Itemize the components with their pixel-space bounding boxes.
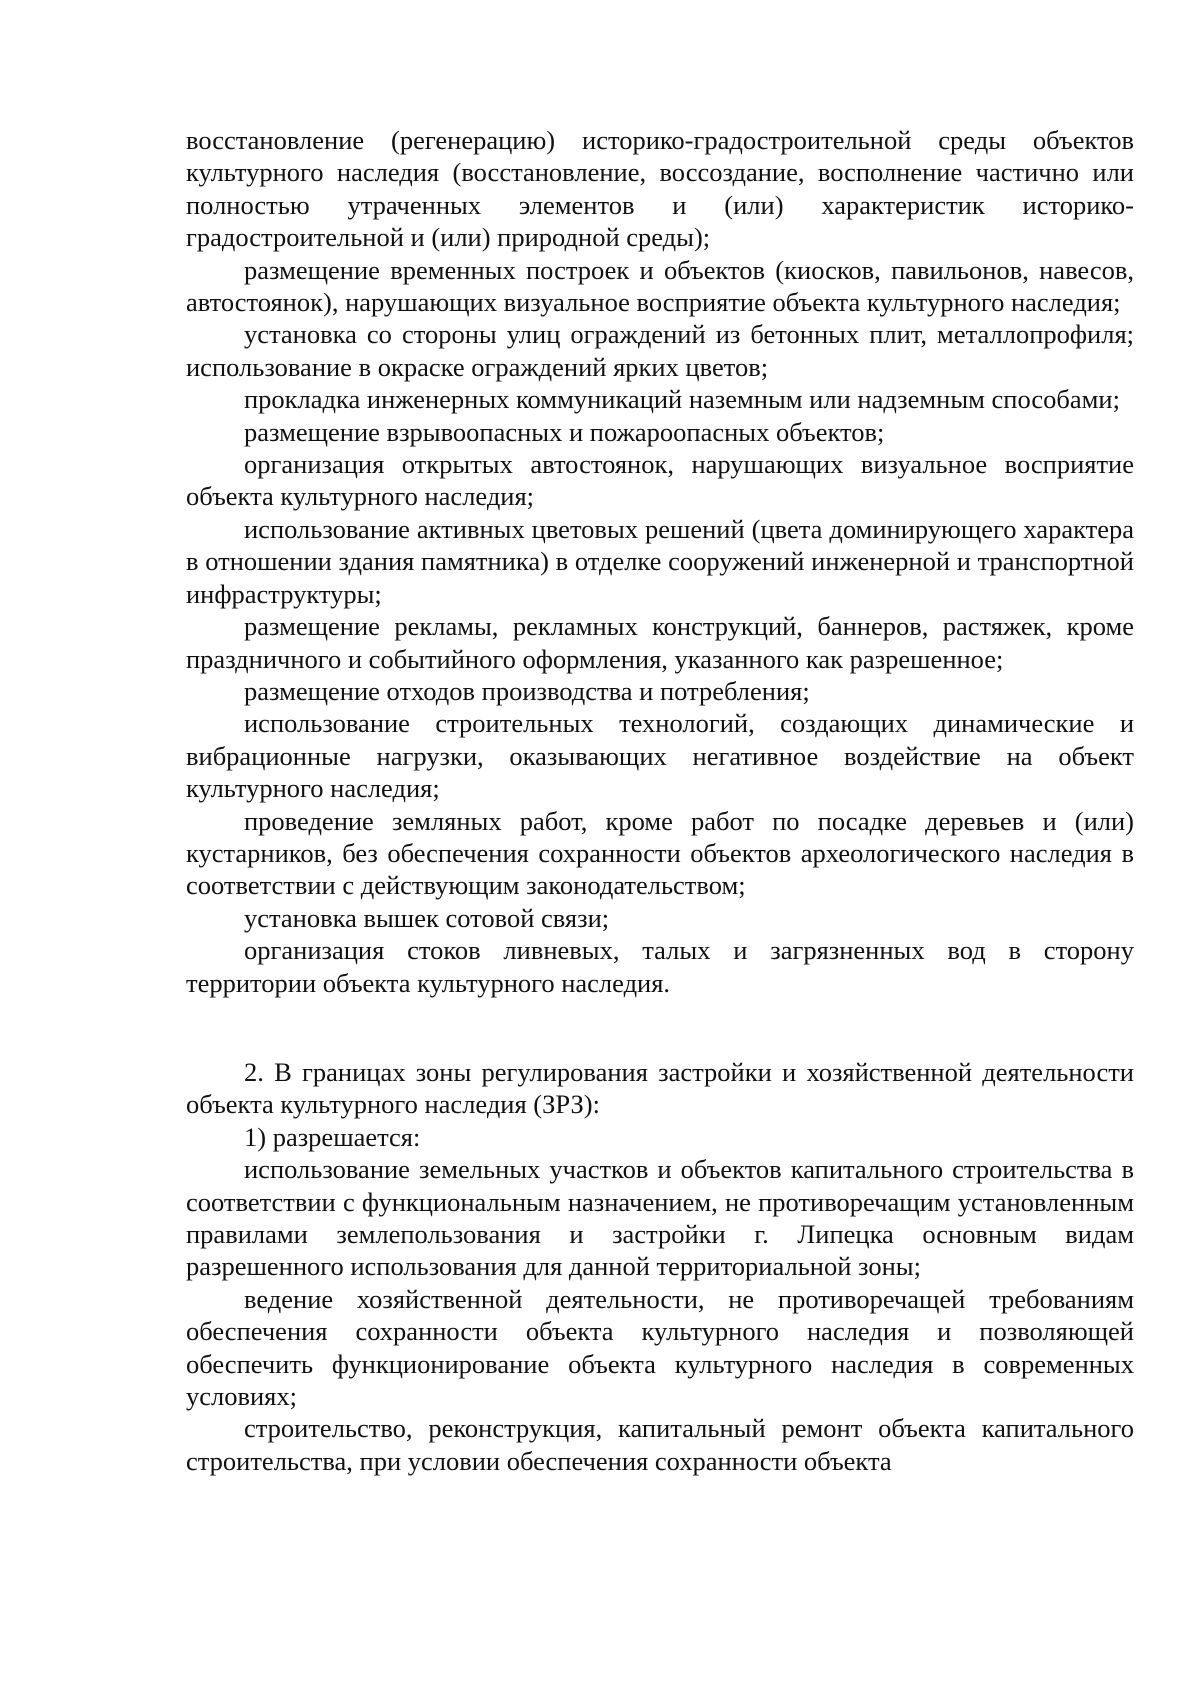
paragraph-regeneration: восстановление (регенерацию) историко-градостроительной среды объектов культурного наследия (восстановление, воссоздание, восполнение частично или полностью утраченных элементов и (или) характеристик историко-градостроительной и (или) природной среды); — [186, 125, 1134, 253]
paragraph-earthworks: проведение земляных работ, кроме работ по посадке деревьев и (или) кустарников, без обеспечения сохранности объектов археологического наследия в соответствии с действующим законодательством; — [186, 805, 1134, 901]
paragraph-construction-technologies: использование строительных технологий, создающих динамические и вибрационные нагрузки, оказывающих негативное воздействие на объект культурного наследия; — [186, 708, 1134, 804]
document-body — [186, 124, 1134, 1477]
paragraph-hazardous-objects: размещение взрывоопасных и пожароопасных объектов; — [244, 416, 885, 447]
paragraph-utilities: прокладка инженерных коммуникаций наземным или надземным способами; — [244, 384, 1120, 415]
paragraph-cell-towers: установка вышек сотовой связи; — [244, 902, 610, 933]
paragraph-drainage: организация стоков ливневых, талых и загрязненных вод в сторону территории объекта культурного наследия. — [186, 935, 1134, 998]
paragraph-open-parking: организация открытых автостоянок, нарушающих визуальное восприятие объекта культурного наследия; — [186, 449, 1134, 512]
paragraph-construction: строительство, реконструкция, капитальный ремонт объекта капитального строительства, при условии обеспечения сохранности объекта — [186, 1413, 1134, 1476]
paragraph-land-use: использование земельных участков и объектов капитального строительства в соответствии с функциональным назначением, не противоречащим установленным правилами землепользования и застройки г. Липецка основным видам разрешенного использования для данной территориальной зоны; — [186, 1154, 1134, 1282]
paragraph-color-solutions: использование активных цветовых решений (цвета доминирующего характера в отношении здания памятника) в отделке сооружений инженерной и транспортной инфраструктуры; — [186, 513, 1134, 609]
paragraph-fences: установка со стороны улиц ограждений из бетонных плит, металлопрофиля; использование в окраске ограждений ярких цветов; — [186, 319, 1134, 382]
section-heading-zrz: 2. В границах зоны регулирования застройки и хозяйственной деятельности объекта культурного наследия (ЗРЗ): — [186, 1056, 1134, 1120]
paragraph-waste: размещение отходов производства и потребления; — [244, 675, 810, 706]
paragraph-economic-activity: ведение хозяйственной деятельности, не противоречащей требованиям обеспечения сохранности объекта культурного наследия и позволяющей обеспечить функционирование объекта культурного наследия в современных условиях; — [186, 1283, 1134, 1412]
paragraph-temporary-buildings: размещение временных построек и объектов (киосков, павильонов, навесов, автостоянок), нарушающих визуальное восприятие объекта культурного наследия; — [186, 254, 1134, 318]
subsection-allowed: 1) разрешается: — [244, 1121, 421, 1152]
paragraph-advertising: размещение рекламы, рекламных конструкций, баннеров, растяжек, кроме праздничного и событийного оформления, указанного как разрешенное; — [186, 611, 1134, 674]
